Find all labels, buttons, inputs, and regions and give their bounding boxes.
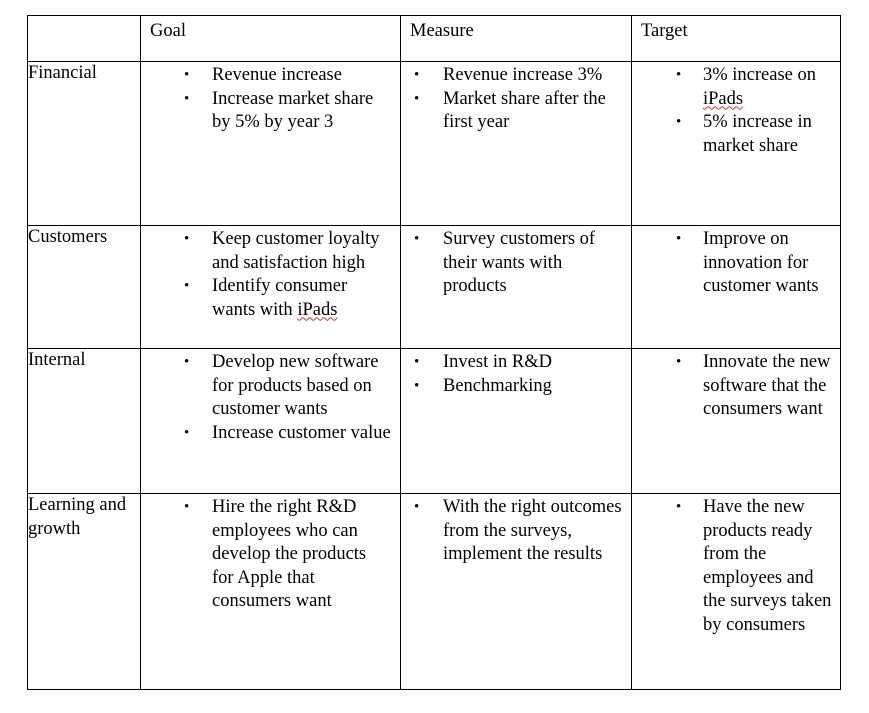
spellcheck-underline: iPads [297,299,338,320]
bullet-icon: • [184,90,190,107]
list-item: • Increase market share by 5% by year 3 [184,88,374,132]
bullet-icon: • [676,231,682,247]
header-target: Target [632,16,841,62]
bullet-icon: • [414,354,420,370]
list-item: • Improve on innovation for customer wants [676,229,819,296]
measure-list [401,494,631,567]
measure-list [401,62,631,135]
list-item: • Revenue increase [141,64,392,88]
header-goal: Goal [141,16,401,62]
list-item: • Benchmarking [401,375,623,399]
target-cell [632,62,841,226]
bullet-icon: • [414,377,420,394]
list-item: • Revenue increase 3% [401,64,623,88]
category-customers: Customers [28,226,141,349]
measure-cell [401,62,632,226]
target-cell [632,226,841,349]
table-row-internal [28,349,841,494]
bullet-icon: • [414,499,420,515]
bullet-icon: • [414,90,420,107]
goal-cell [141,349,401,494]
category-internal: Internal [28,349,141,494]
goal-cell [141,494,401,690]
bullet-icon: • [184,231,190,247]
goal-list [141,494,400,614]
goal-cell [141,62,401,226]
table-row-financial [28,62,841,226]
list-item: • Market share after the first year [414,88,606,132]
list-item: • 3% increase on iPads [676,65,817,109]
list-item: • Increase customer value [141,422,392,446]
goal-cell [141,226,401,349]
bullet-icon: • [184,499,190,515]
header-category-cell [28,16,141,62]
goal-list [141,349,400,445]
category-learning-and-growth: Learning and growth [28,494,141,690]
list-item: • Identify consumer wants with iPads [184,276,348,320]
bullet-icon: • [184,424,190,441]
bullet-icon: • [676,499,682,515]
bullet-icon: • [414,231,420,247]
measure-list [401,349,631,398]
bullet-icon: • [414,67,420,83]
bullet-icon: • [676,114,682,130]
category-financial: Financial [28,62,141,226]
target-list [632,62,840,158]
measure-cell [401,226,632,349]
bullet-icon: • [184,354,190,370]
measure-cell [401,349,632,494]
header-measure: Measure [401,16,632,62]
spellcheck-underline: iPads [703,88,744,109]
bullet-icon: • [184,67,190,83]
target-list [632,494,840,637]
list-item: • Survey customers of their wants with products [414,229,596,296]
measure-list [401,226,631,299]
list-item: • Keep customer loyalty and satisfaction high [184,229,380,273]
target-cell [632,349,841,494]
measure-cell [401,494,632,690]
table-row-learning-and-growth [28,494,841,690]
list-item: • With the right outcomes from the surveys, implement the results [414,497,622,564]
list-item: • Innovate the new software that the consumers want [676,352,831,419]
goal-list [141,62,400,135]
bullet-icon: • [676,67,682,83]
bullet-icon: • [184,278,190,294]
bullet-icon: • [676,354,682,370]
list-item: • Hire the right R&D employees who can develop the products for Apple that consumers want [184,497,367,611]
balanced-scorecard-table [27,15,841,690]
goal-list [141,226,400,322]
list-item: • Invest in R&D [401,351,623,375]
list-item: • 5% increase in market share [676,112,812,156]
table-row-customers [28,226,841,349]
list-item: • Have the new products ready from the employees and the surveys taken by consumers [676,497,832,635]
target-list [632,349,840,422]
list-item: • Develop new software for products based on customer wants [184,352,379,419]
target-cell [632,494,841,690]
target-list [632,226,840,299]
header-row [28,16,841,62]
